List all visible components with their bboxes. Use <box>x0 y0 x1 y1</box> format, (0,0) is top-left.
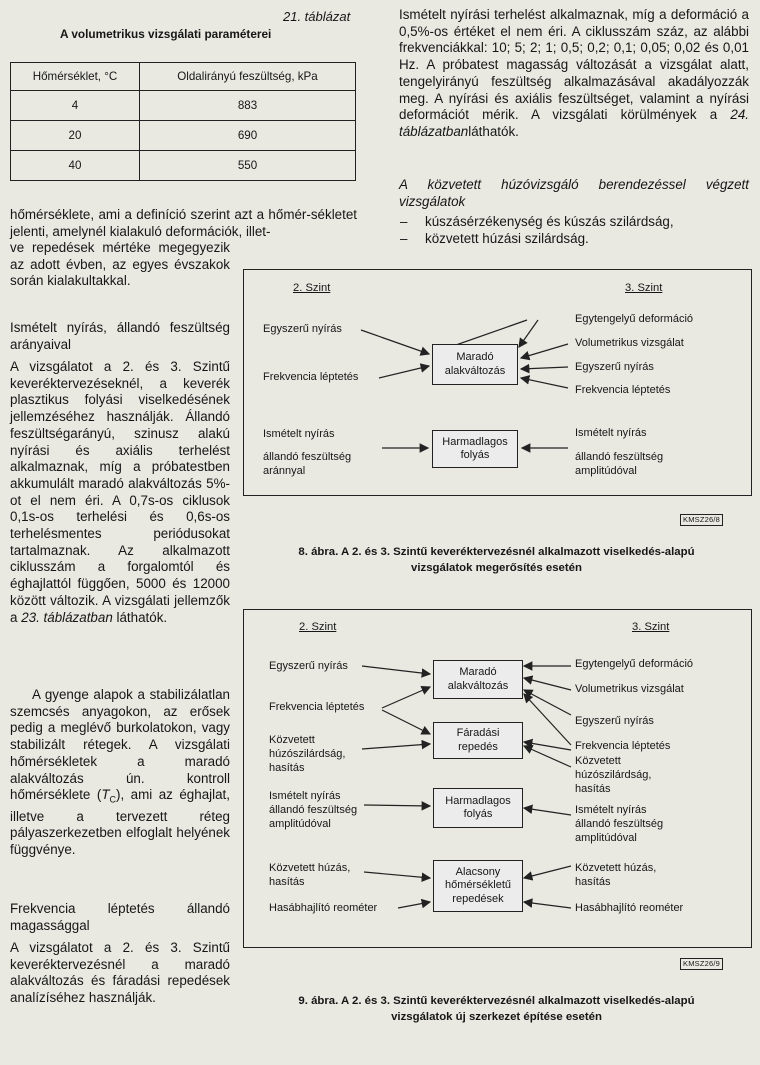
table-title: A volumetrikus vizsgálati paraméterei <box>60 27 272 41</box>
table-cell: 690 <box>140 121 356 151</box>
table-row <box>11 91 356 121</box>
level-2-label: 2. Szint <box>299 621 337 633</box>
fatigue-cracking-box: Fáradási repedés <box>433 722 523 759</box>
table-cell: 550 <box>140 151 356 181</box>
test-list <box>399 214 749 247</box>
permanent-deformation-box: Maradó alakváltozás <box>433 660 523 699</box>
low-temperature-cracking-box: Alacsony hőmérsékletű repedések <box>433 860 523 912</box>
table-row <box>11 151 356 181</box>
left-heading-1: Ismételt nyírás, állandó feszültség arányaival <box>10 320 230 352</box>
figure-8-diagram <box>243 269 752 496</box>
left-label: Egyszerű nyírás <box>263 323 342 335</box>
table-cell: 40 <box>11 151 140 181</box>
right-paragraph-1: Ismételt nyírási terhelést alkalmaznak, míg a deformáció a 0,5%-os értéket el nem éri. A ciklusszám száz, az alábbi frekvenciákkal: 10; 5; 2; 1; 0,5; 0,2; 0,1; 0,05; 0,02 és 0,01 Hz. A próbatest magasság változását a vizsgálat alatt, tengelyirányú feszültség alkalmazásával akadályozzák meg. A nyírási és axiális feszültséget, valamint a nyírási deformációt mérik. A vizsgálati körülmények a 24. táblázatbanláthatók. <box>399 7 749 139</box>
table-header-row <box>11 63 356 91</box>
table-number: 21. táblázat <box>283 9 351 24</box>
right-label: Egyszerű nyírás <box>575 361 654 373</box>
figure-code: KMSZ26/9 <box>680 958 723 970</box>
left-label: állandó feszültség aránnyal <box>263 451 352 477</box>
permanent-deformation-box: Maradó alakváltozás <box>432 344 518 385</box>
right-label: Ismételt nyírás <box>575 427 647 439</box>
left-label: Hasábhajlító reométer <box>269 902 378 914</box>
left-paragraph-2: A vizsgálatot a 2. és 3. Szintű keveréktervezéseknél, a keverék plasztikus folyási viselkedésének jellemzéséhez használják. Állandó feszültségarányú, szinusz alakú nyírási és axiális terhelést alkalmaznak, míg a próbatestben akkumulált maradó alakváltozás 5%-ot el nem éri. A 0,7s-os ciklusok 0,1s-os terhelési és 0,6s-os terhelésmentes periódusokat tartalmaznak. Az alkalmazott ciklusszám a forgalomtól és éghajlattól függően, 5000 és 12000 között változik. A vizsgálati jellemzők a 23. táblázatban láthatók. <box>10 359 230 625</box>
figure-8-caption: 8. ábra. A 2. és 3. Szintű keveréktervezésnél alkalmazott viselkedés-alapú vizsgálatok megerősítés esetén <box>298 546 695 574</box>
left-paragraph-1b: ve repedések mértéke megegyezik az adott évben, az egyes évszakok során kialakultakkal. <box>10 240 230 289</box>
level-2-label: 2. Szint <box>293 282 331 294</box>
list-item: – közvetett húzási szilárdság. <box>399 231 749 248</box>
left-label: Frekvencia léptetés <box>263 371 359 383</box>
right-label: Egyszerű nyírás <box>575 715 654 727</box>
table-cell: 4 <box>11 91 140 121</box>
right-label: Hasábhajlító reométer <box>575 902 684 914</box>
left-heading-2: Frekvencia léptetés állandó magassággal <box>10 901 230 933</box>
right-label: Közvetett húzószilárdság, hasítás <box>575 755 652 795</box>
table-cell: 883 <box>140 91 356 121</box>
table-cell: 20 <box>11 121 140 151</box>
figure-code: KMSZ26/8 <box>680 514 723 526</box>
right-label: Közvetett húzás, hasítás <box>575 862 657 888</box>
right-label: Volumetrikus vizsgálat <box>575 337 684 349</box>
left-paragraph-4: A vizsgálatot a 2. és 3. Szintű keveréktervezésnél a maradó alakváltozás és fáradási repedések analízíséhez használják. <box>10 940 230 1006</box>
tertiary-flow-box: Harmadlagos folyás <box>433 788 523 828</box>
figure-9-diagram <box>243 609 752 948</box>
table-reference: 23. táblázatban <box>21 609 113 625</box>
right-label: Egytengelyű deformáció <box>575 313 694 325</box>
tertiary-flow-box: Harmadlagos folyás <box>432 430 518 468</box>
right-label: Frekvencia léptetés <box>575 740 671 752</box>
right-label: állandó feszültség amplitúdóval <box>575 451 664 477</box>
parameter-table <box>10 62 356 181</box>
right-label: Egytengelyű deformáció <box>575 658 694 670</box>
right-label: Frekvencia léptetés <box>575 384 671 396</box>
table-reference: 24. táblázatban <box>399 107 749 139</box>
left-paragraph-3: A gyenge alapok a stabilizálatlan szemcsés anyagokon, az erősek pedig a meglévő burkolatokon, vagy stabilizált rétegek. A vizsgálati hőmérsékletek a maradó alakváltozás ún. kontroll hőmérséklete $(T_C)$, ami az éghajlat, illetve a tervezett réteg pályaszerkezetben elfoglalt helyének függvénye. <box>10 687 230 857</box>
left-label: Egyszerű nyírás <box>269 660 348 672</box>
table-header-cell: Oldalirányú feszültség, kPa <box>140 63 356 91</box>
left-label: Ismételt nyírás <box>263 428 335 440</box>
left-label: Frekvencia léptetés <box>269 701 365 713</box>
right-heading: A közvetett húzóvizsgáló berendezéssel végzett vizsgálatok <box>399 177 749 209</box>
list-item: – kúszásérzékenység és kúszás szilárdság, <box>399 214 749 231</box>
right-label: Ismételt nyírás állandó feszültség amplitúdóval <box>575 804 664 844</box>
level-3-label: 3. Szint <box>632 621 670 633</box>
left-label: Közvetett húzás, hasítás <box>269 862 351 888</box>
level-3-label: 3. Szint <box>625 282 663 294</box>
left-paragraph-1a: hőmérséklete, ami a definíció szerint azt a hőmér-sékletet jelenti, amelynél kialakuló deformációk, illet- <box>10 207 357 239</box>
right-label: Volumetrikus vizsgálat <box>575 683 684 695</box>
table-row <box>11 121 356 151</box>
figure-9-caption: 9. ábra. A 2. és 3. Szintű keveréktervezésnél alkalmazott viselkedés-alapú vizsgálatok új szerkezet építése esetén <box>298 995 695 1023</box>
left-label: Ismételt nyírás állandó feszültség amplitúdóval <box>269 790 358 830</box>
left-label: Közvetett húzószilárdság, hasítás <box>269 734 346 774</box>
table-header-cell: Hőmérséklet, °C <box>11 63 140 91</box>
